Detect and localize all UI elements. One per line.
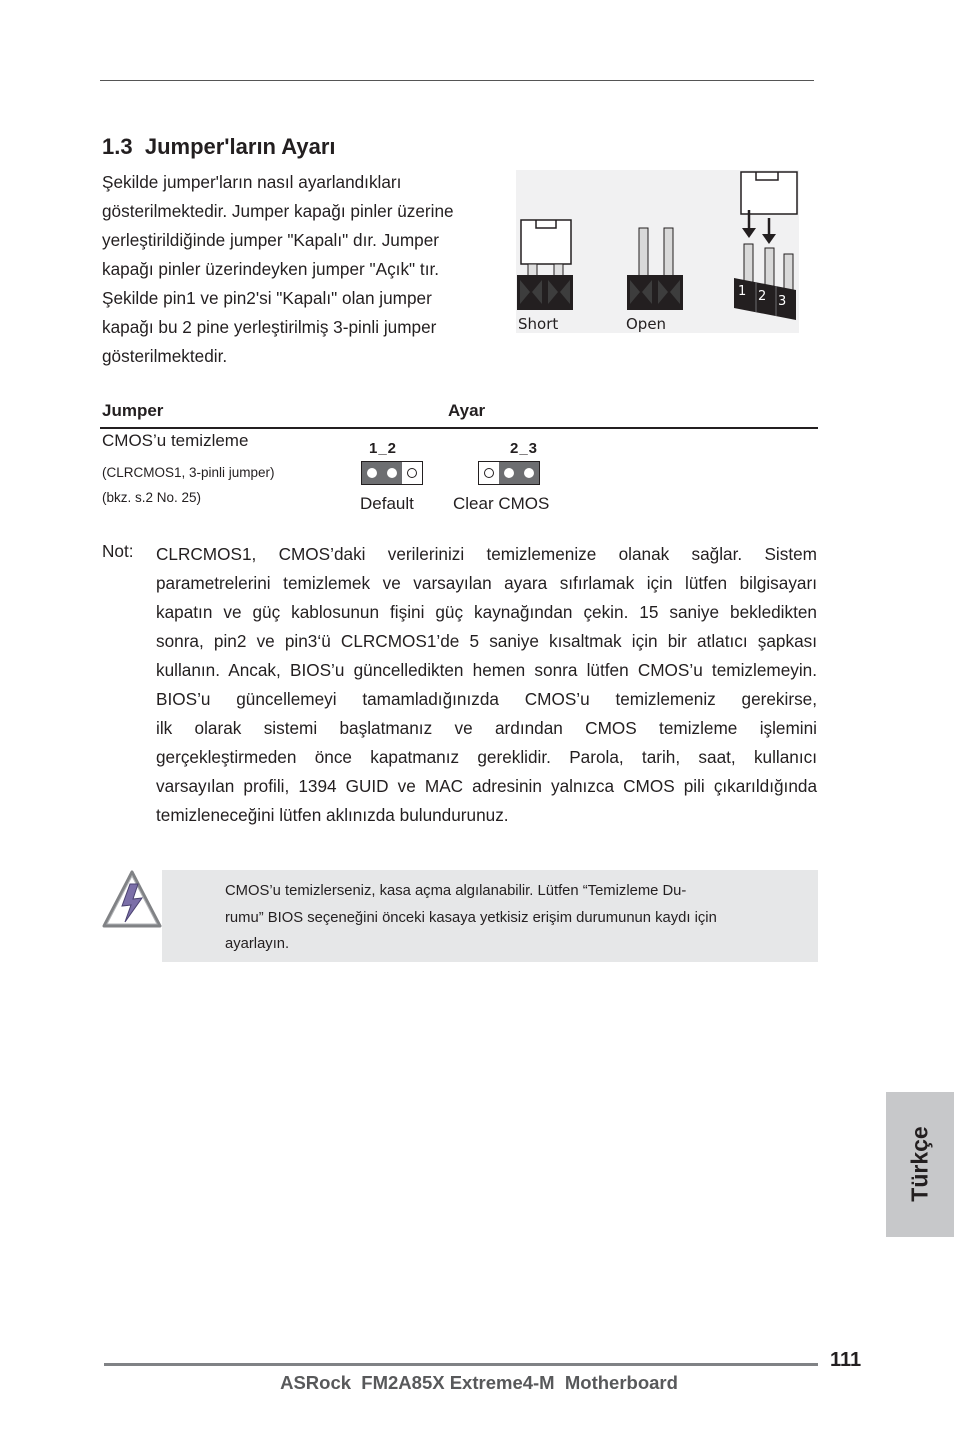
pin-number-1: 1 xyxy=(738,284,747,299)
table-header-setting: Ayar xyxy=(448,401,486,420)
footer-title: ASRock FM2A85X Extreme4-M Motherboard xyxy=(280,1372,678,1393)
section-number: 1.3 xyxy=(102,134,133,159)
pin-number-2: 2 xyxy=(758,289,767,304)
warning-line: rumu” BIOS seçeneğini önceki kasaya yetkisiz erişim durumunun kaydı için xyxy=(225,909,717,926)
pin-3-closed xyxy=(519,462,539,484)
warning-text xyxy=(225,878,805,958)
note-line: parametrelerini temizlemek ve varsayılan ayara sıfırlamak için lütfen bilgisayarı xyxy=(156,573,817,593)
note-label: Not: xyxy=(102,541,134,561)
note-line: CLRCMOS1, CMOS’daki verilerinizi temizlemenize olanak sağlar. Sistem xyxy=(156,544,817,564)
footer-rule xyxy=(104,1363,818,1366)
pin-header-clear-cmos xyxy=(478,461,540,485)
option-clear-pins-label: 2_3 xyxy=(510,440,539,457)
intro-line: gösterilmektedir. xyxy=(102,346,228,366)
row-reference: (bkz. s.2 No. 25) xyxy=(102,490,202,505)
note-line: ilk olarak sistemi başlatmanız ve ardından CMOS temizleme işlemini xyxy=(156,718,817,738)
page-number: 111 xyxy=(830,1349,862,1371)
jumper-illustration xyxy=(516,170,799,333)
option-default-pins-label: 1_2 xyxy=(369,440,398,457)
warning-line: CMOS’u temizlerseniz, kasa açma algılanabilir. Lütfen “Temizleme Du- xyxy=(225,883,687,899)
option-default-caption: Default xyxy=(360,494,414,513)
intro-line: kapağı bu 2 pine yerleştirilmiş 3-pinli jumper xyxy=(102,317,437,337)
section-title: Jumper'ların Ayarı xyxy=(144,134,336,159)
top-rule xyxy=(100,80,814,81)
pin-1-closed xyxy=(362,462,382,484)
intro-line: Şekilde jumper'ların nasıl ayarlandıkları xyxy=(102,172,402,192)
intro-line: yerleştirildiğinde jumper "Kapalı" dır. Jumper xyxy=(102,230,440,250)
note-line: kapatın ve güç kablosunun fişini güç kaynağından çekin. 15 saniye bekledikten xyxy=(156,602,817,622)
intro-line: gösterilmektedir. Jumper kapağı pinler üzerine xyxy=(102,201,454,221)
note-line: BIOS’u güncellemeyi tamamladığınızda CMOS’u temizlemeniz gerekirse, xyxy=(156,689,817,709)
short-label: Short xyxy=(518,315,559,333)
pin-2-closed xyxy=(499,462,519,484)
row-name: CMOS’u temizleme xyxy=(102,431,249,450)
open-label: Open xyxy=(626,315,667,333)
note-line: gerçekleştirmeden önce kapatmanız gereklidir. Parola, tarih, saat, kullanıcı xyxy=(156,747,817,767)
language-tab-label: Türkçe xyxy=(906,1126,933,1202)
warning-line: ayarlayın. xyxy=(225,936,290,952)
language-tab xyxy=(886,1092,954,1237)
table-header-jumper: Jumper xyxy=(102,401,164,420)
note-line: temizleneceğini lütfen aklınızda bulundurunuz. xyxy=(156,805,509,825)
pin-header-default xyxy=(361,461,423,485)
pin-3-open xyxy=(402,462,422,484)
warning-lightning-icon xyxy=(100,868,164,930)
note-line: kullanın. Ancak, BIOS’u güncelledikten hemen sonra lütfen CMOS’u temizlemeyin. xyxy=(156,660,817,680)
pin-1-open xyxy=(479,462,499,484)
section-heading xyxy=(102,134,336,160)
option-clear-caption: Clear CMOS xyxy=(453,494,550,513)
pin-number-3: 3 xyxy=(778,294,787,309)
note-line: varsayılan profili, 1394 GUID ve MAC adresinin yalnızca CMOS pili çıkarıldığında xyxy=(156,776,817,796)
note-body xyxy=(156,540,817,830)
row-detail: (CLRCMOS1, 3-pinli jumper) xyxy=(102,465,275,480)
note-line: sonra, pin2 ve pin3‘ü CLRCMOS1’de 5 saniye kısaltmak için bir atlatıcı şapkası xyxy=(156,631,817,651)
intro-line: Şekilde pin1 ve pin2'si "Kapalı" olan jumper xyxy=(102,288,432,308)
table-header-rule xyxy=(100,427,818,429)
pin-2-closed xyxy=(382,462,402,484)
intro-line: kapağı pinler üzerindeyken jumper "Açık" tır. xyxy=(102,259,440,279)
intro-paragraph xyxy=(102,168,502,371)
